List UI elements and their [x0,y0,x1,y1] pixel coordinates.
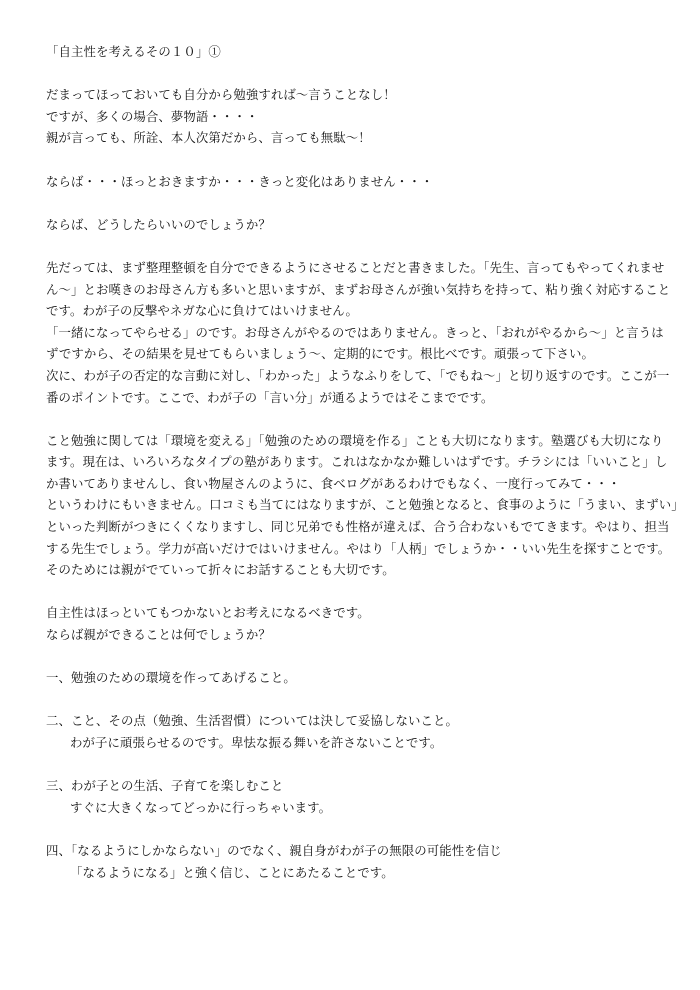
blank-line [46,581,660,603]
list-item-2-detail: わが子に頑張らせるのです。卑怯な振る舞いを許さないことです。 [70,735,443,750]
list-item-4: 四、「なるようにしかならない」のでなく、親自身がわが子の無限の可能性を信じ [46,842,502,858]
list-item-2: 二、こと、その点（勉強、生活習慣）については決して妥協しないこと。 [46,713,458,729]
paragraph-line: 番のポイントです。ここで、わが子の「言い分」が通るようではそこまでです。 [46,389,494,405]
question-line: ならば、どうしたらいいのでしょうか？ [46,216,271,232]
list-item-3-detail: すぐに大きくなってどっかに行っちゃいます。 [70,799,332,815]
paragraph-line: か書いてありませんし、食い物屋さんのように、食べログがあるわけでもなく、一度行ってみて・・・ [46,475,621,491]
blank-line [46,192,660,214]
paragraph-line: 次に、わが子の否定的な言動に対し、「わかった」ようなふりをして、「でもね〜」と切り返すのです。ここが一 [46,367,670,383]
paragraph-line: というわけにもいきません。口コミも当てにはなりますが、こと勉強となると、食事のように「うまい、まずい」 [46,497,684,513]
question-line: ならば・・・ほっとおきますか・・・きっと変化はありません・・・ [46,173,434,189]
blank-line [46,754,660,776]
document-title: 「自主性を考えるその１０」① [46,44,221,59]
document-page [46,41,684,883]
list-item-4-detail: 「なるようになる」と強く信じ、ことにあたることです。 [70,864,394,880]
paragraph-line: 自主性はほっといてもつかないとお考えになるべきです。 [46,605,370,621]
paragraph-line: ます。現在は、いろいろなタイプの塾があります。これはなかなか難しいはずです。チラシには「いいこと」し [46,454,668,470]
blank-line [46,689,660,711]
intro-line: 親が言っても、所詮、本人次第だから、言っても無駄〜！ [46,130,371,146]
paragraph-line: です。わが子の反撃やネガな心に負けてはいけません。 [46,303,359,319]
intro-line: ですが、多くの場合、夢物語・・・・ [46,108,259,124]
blank-line [46,408,660,430]
paragraph-line: ずですから、その結果を見せてもらいましょう〜、定期的にです。根比べです。頑張って下さい。 [46,346,594,362]
paragraph-line: ん〜」とお嘆きのお母さん方も多いと思いますが、まずお母さんが強い気持ちを持って、粘り強く対応すること [46,281,671,297]
paragraph-line: 「一緒になってやらせる」のです。お母さんがやるのではありません。きっと、「おれがやるから〜」と言うは [46,324,664,340]
paragraph-line: する先生でしょう。学力が高いだけではいけません。やはり「人柄」でしょうか・・いい先生を探すことです。 [46,540,671,556]
blank-line [46,63,660,85]
list-item-3: 三、わが子との生活、子育てを楽しむこと [46,778,284,794]
blank-line [46,235,660,257]
list-item-1: 一、勉強のための環境を作ってあげること。 [46,670,296,686]
blank-line [46,646,660,668]
paragraph-line: こと勉強に関しては「環境を変える」「勉強のための環境を作る」ことも大切になります。塾選びも大切になり [46,432,664,448]
blank-line [46,149,660,171]
paragraph-line: ならば親ができることは何でしょうか？ [46,627,271,643]
paragraph-line: といった判断がつきにくくなりますし、同じ兄弟でも性格が違えば、合う合わないもでてきます。やはり、担当 [46,519,670,535]
paragraph-line: そのためには親がでていって折々にお話することも大切です。 [46,562,395,578]
blank-line [46,818,660,840]
intro-line: だまってほっておいても自分から勉強すれば〜言うことなし！ [46,87,396,103]
paragraph-line: 先だっては、まず整理整頓を自分でできるようにさせることだと書きました。「先生、言ってもやってくれませ [46,259,665,275]
